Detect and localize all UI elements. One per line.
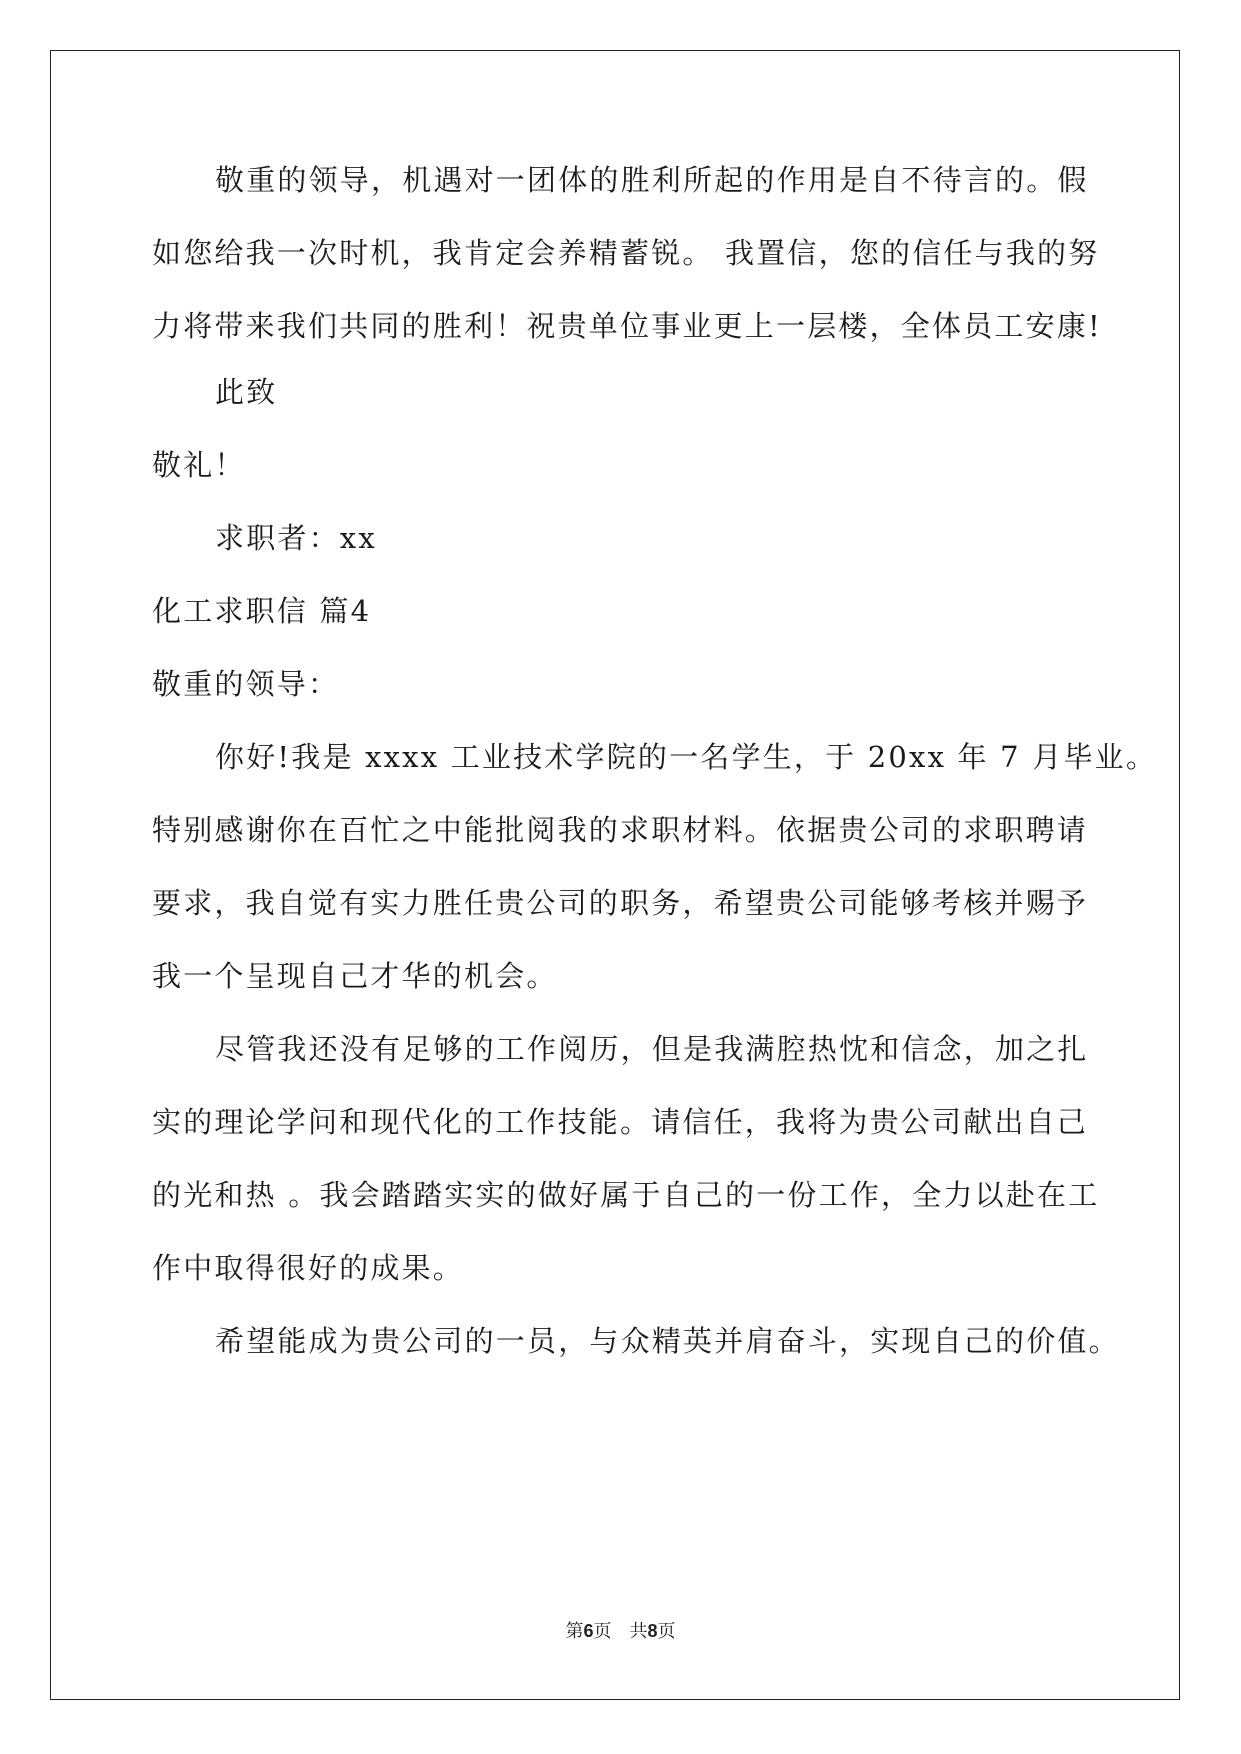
page-prefix: 第 xyxy=(565,1621,584,1642)
signature-line: 求职者：xx xyxy=(215,521,377,555)
paragraph-line: 实的理论学问和现代化的工作技能。请信任，我将为贵公司献出自己 xyxy=(152,1105,1089,1139)
paragraph-line: 你好!我是 xxxx 工业技术学院的一名学生，于 20xx 年 7 月毕业。 xyxy=(215,740,1158,774)
paragraph-line: 敬重的领导，机遇对一团体的胜利所起的作用是自不待言的。假 xyxy=(215,163,1089,197)
paragraph-line: 的光和热 。我会踏踏实实的做好属于自己的一份工作，全力以赴在工 xyxy=(152,1178,1100,1212)
paragraph-line: 希望能成为贵公司的一员，与众精英并肩奋斗，实现自己的价值。 xyxy=(215,1324,1120,1358)
page-suffix: 页 xyxy=(593,1621,612,1642)
paragraph-line: 尽管我还没有足够的工作阅历，但是我满腔热忱和信念，加之扎 xyxy=(215,1032,1089,1066)
greeting-line: 敬重的领导： xyxy=(152,667,340,701)
paragraph-line: 如您给我一次时机，我肯定会养精蓄锐。 我置信，您的信任与我的努 xyxy=(152,236,1100,270)
paragraph-line: 作中取得很好的成果。 xyxy=(152,1251,465,1285)
paragraph-line: 要求，我自觉有实力胜任贵公司的职务，希望贵公司能够考核并赐予 xyxy=(152,886,1089,920)
page-border xyxy=(50,50,1180,1700)
closing-salutation: 此致 xyxy=(215,375,278,409)
total-suffix: 页 xyxy=(657,1621,676,1642)
total-page-number: 8 xyxy=(647,1621,658,1641)
page-footer xyxy=(0,1617,1241,1643)
paragraph-line: 我一个呈现自己才华的机会。 xyxy=(152,959,558,993)
section-heading: 化工求职信 篇4 xyxy=(152,594,372,628)
paragraph-line: 力将带来我们共同的胜利！祝贵单位事业更上一层楼，全体员工安康! xyxy=(152,309,1102,343)
paragraph-line: 特别感谢你在百忙之中能批阅我的求职材料。依据贵公司的求职聘请 xyxy=(152,813,1089,847)
total-prefix: 共 xyxy=(629,1621,648,1642)
closing-regards: 敬礼！ xyxy=(152,448,246,482)
current-page-number: 6 xyxy=(583,1621,594,1641)
